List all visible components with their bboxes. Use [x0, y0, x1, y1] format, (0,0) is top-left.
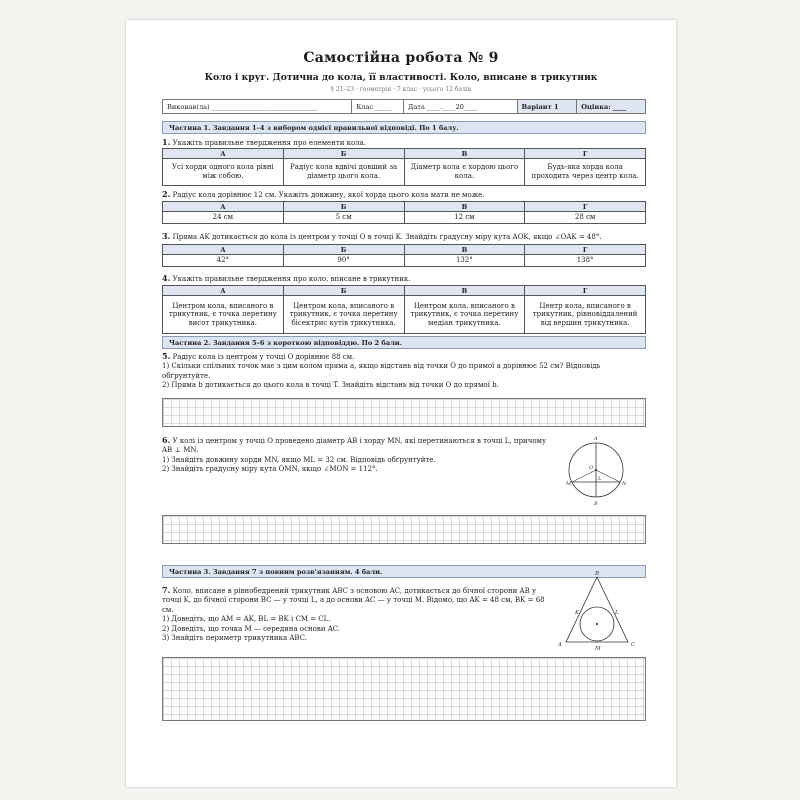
q1-option-g[interactable]: Будь-яка хорда кола проходить через центр кола. — [525, 159, 646, 186]
question-1-number: 1. — [162, 137, 171, 147]
q3-option-v[interactable]: 132° — [404, 255, 525, 267]
label-b: B — [594, 501, 598, 507]
q4-option-a[interactable]: Центром кола, вписаного в трикутник, є точка перетину висот трикутника. — [163, 296, 284, 334]
answer-area-q6[interactable] — [162, 515, 646, 544]
question-6-prompt: У колі із центром у точці O проведено діаметр AB і хорду MN, які перетинаються в точці L, причому AB ⊥ MN. — [162, 437, 547, 455]
question-5-text — [162, 352, 648, 391]
question-3-number: 3. — [162, 231, 171, 241]
question-4-number: 4. — [162, 273, 171, 283]
answer-area-q5[interactable] — [162, 398, 646, 427]
answer-area-q7[interactable] — [162, 657, 646, 721]
label-a: A — [594, 436, 598, 442]
grade-field[interactable]: Оцінка: ____ — [577, 100, 645, 113]
label-o: O — [589, 465, 594, 471]
question-1-options — [162, 148, 646, 186]
option-letter-b: Б — [283, 149, 404, 159]
question-5-item-1: 1) Скільки спільних точок має з цим колом пряма a, якщо відстань від точки O до прямої a дорівнює 52 см? Відповідь обґрунтуйте. — [162, 362, 601, 380]
q1-option-b[interactable]: Радіус кола вдвічі довший за діаметр цього кола. — [283, 159, 404, 186]
option-letter-b: Б — [283, 245, 404, 255]
question-2-text — [162, 190, 648, 200]
incenter-point — [596, 623, 598, 625]
q1-option-a[interactable]: Усі хорди одного кола рівні між собою. — [163, 159, 284, 186]
part-3-header: Частина 3. Завдання 7 з повним розв'язанням. 4 бали. — [162, 565, 646, 578]
question-7-number: 7. — [162, 585, 171, 595]
q2-option-a[interactable]: 24 см — [163, 212, 284, 224]
question-2-prompt: Радіус кола дорівнює 12 см. Укажіть довжину, якої хорда цього кола мати не може. — [170, 191, 485, 199]
page-meta: § 21–23 · геометрія · 7 клас · усього 12 балів — [330, 86, 472, 93]
question-7-item-1: 1) Доведіть, що AM = AK, BL = BK і CM = CL. — [162, 615, 331, 624]
label-b: B — [595, 571, 600, 577]
question-2-options — [162, 201, 646, 224]
center-point-o — [595, 469, 597, 471]
option-letter-b: Б — [283, 286, 404, 296]
q4-option-b[interactable]: Центром кола, вписаного в трикутник, є точка перетину бісектрис кутів трикутника. — [283, 296, 404, 334]
question-7-item-2: 2) Доведіть, що точка M — середина основи AC. — [162, 624, 341, 633]
q2-option-b[interactable]: 5 см — [283, 212, 404, 224]
label-a: A — [558, 642, 562, 648]
option-letter-v: В — [404, 149, 525, 159]
q4-option-g[interactable]: Центр кола, вписаного в трикутник, рівновіддалений від вершин трикутника. — [525, 296, 646, 334]
option-letter-v: В — [404, 202, 525, 212]
q3-option-a[interactable]: 42° — [163, 255, 284, 267]
question-2-number: 2. — [162, 189, 171, 199]
question-3-prompt: Пряма AK дотикається до кола із центром у точці O в точці K. Знайдіть градусну міру кута AOK, якщо ∠OAK = 48°. — [170, 233, 602, 241]
question-5-prompt: Радіус кола із центром у точці O дорівнює 88 см. — [170, 353, 355, 361]
worksheet-page — [126, 20, 676, 787]
question-4-options — [162, 285, 646, 334]
circle-diagram-q6 — [564, 433, 628, 513]
question-5-number: 5. — [162, 351, 171, 361]
question-7-prompt: Коло, вписане в рівнобедрений трикутник ABC з основою AC, дотикається до бічної сторони AB у точці K, до бічної сторони BC — у точці L, а до основи AC — у точці M. Відомо, що AK = 48 см, BK = 68 см. — [162, 587, 545, 614]
question-6-item-1: 1) Знайдіть довжину хорди MN, якщо ML = 32 см. Відповідь обґрунтуйте. — [162, 455, 436, 464]
label-l: L — [598, 476, 602, 482]
option-letter-a: А — [163, 245, 284, 255]
label-c: C — [631, 642, 636, 648]
triangle-diagram-q7 — [554, 568, 644, 652]
page-subtitle: Коло і круг. Дотична до кола, її властивості. Коло, вписане в трикутник — [204, 72, 598, 83]
student-name-field[interactable]: Виконав(ла) ________________________________ — [163, 100, 352, 113]
option-letter-g: Г — [525, 286, 646, 296]
question-1-text — [162, 138, 648, 148]
question-6-text — [162, 436, 557, 475]
q2-option-v[interactable]: 12 см — [404, 212, 525, 224]
label-k: K — [575, 610, 580, 616]
question-7-text — [162, 586, 550, 643]
label-m: M — [566, 481, 572, 487]
question-4-prompt: Укажіть правильне твердження про коло, вписане в трикутник. — [170, 275, 411, 283]
option-letter-a: А — [163, 149, 284, 159]
q1-option-v[interactable]: Діаметр кола є хордою цього кола. — [404, 159, 525, 186]
question-7-item-3: 3) Знайдіть периметр трикутника ABC. — [162, 634, 308, 643]
q3-option-g[interactable]: 138° — [525, 255, 646, 267]
question-4-text — [162, 274, 648, 284]
option-letter-g: Г — [525, 202, 646, 212]
label-l: L — [615, 610, 619, 616]
option-letter-g: Г — [525, 149, 646, 159]
q3-option-b[interactable]: 90° — [283, 255, 404, 267]
student-info-bar — [162, 99, 646, 114]
option-letter-g: Г — [525, 245, 646, 255]
label-m: M — [595, 646, 601, 652]
radius-om — [572, 470, 596, 482]
question-5-item-2: 2) Пряма b дотикається до цього кола в точці T. Знайдіть відстань від точки O до прямої b. — [162, 381, 499, 390]
label-n: N — [622, 481, 627, 487]
variant-label: Варіант 1 — [518, 100, 578, 113]
option-letter-a: А — [163, 286, 284, 296]
option-letter-v: В — [404, 245, 525, 255]
question-3-text — [162, 232, 648, 242]
page-title: Самостійна робота № 9 — [303, 50, 499, 66]
option-letter-a: А — [163, 202, 284, 212]
question-1-prompt: Укажіть правильне твердження про елементи кола. — [170, 139, 367, 147]
part-1-header: Частина 1. Завдання 1–4 з вибором однієї правильної відповіді. По 1 балу. — [162, 121, 646, 134]
class-field[interactable]: Клас _____ — [352, 100, 404, 113]
q2-option-g[interactable]: 28 см — [525, 212, 646, 224]
date-field[interactable]: Дата ____.____20____ — [404, 100, 518, 113]
question-3-options — [162, 244, 646, 267]
q4-option-v[interactable]: Центром кола, вписаного в трикутник, є точка перетину медіан трикутника. — [404, 296, 525, 334]
part-2-header: Частина 2. Завдання 5–6 з короткою відповіддю. По 2 бали. — [162, 336, 646, 349]
option-letter-b: Б — [283, 202, 404, 212]
question-6-number: 6. — [162, 435, 171, 445]
option-letter-v: В — [404, 286, 525, 296]
question-6-item-2: 2) Знайдіть градусну міру кута OMN, якщо ∠MON = 112°. — [162, 465, 378, 474]
